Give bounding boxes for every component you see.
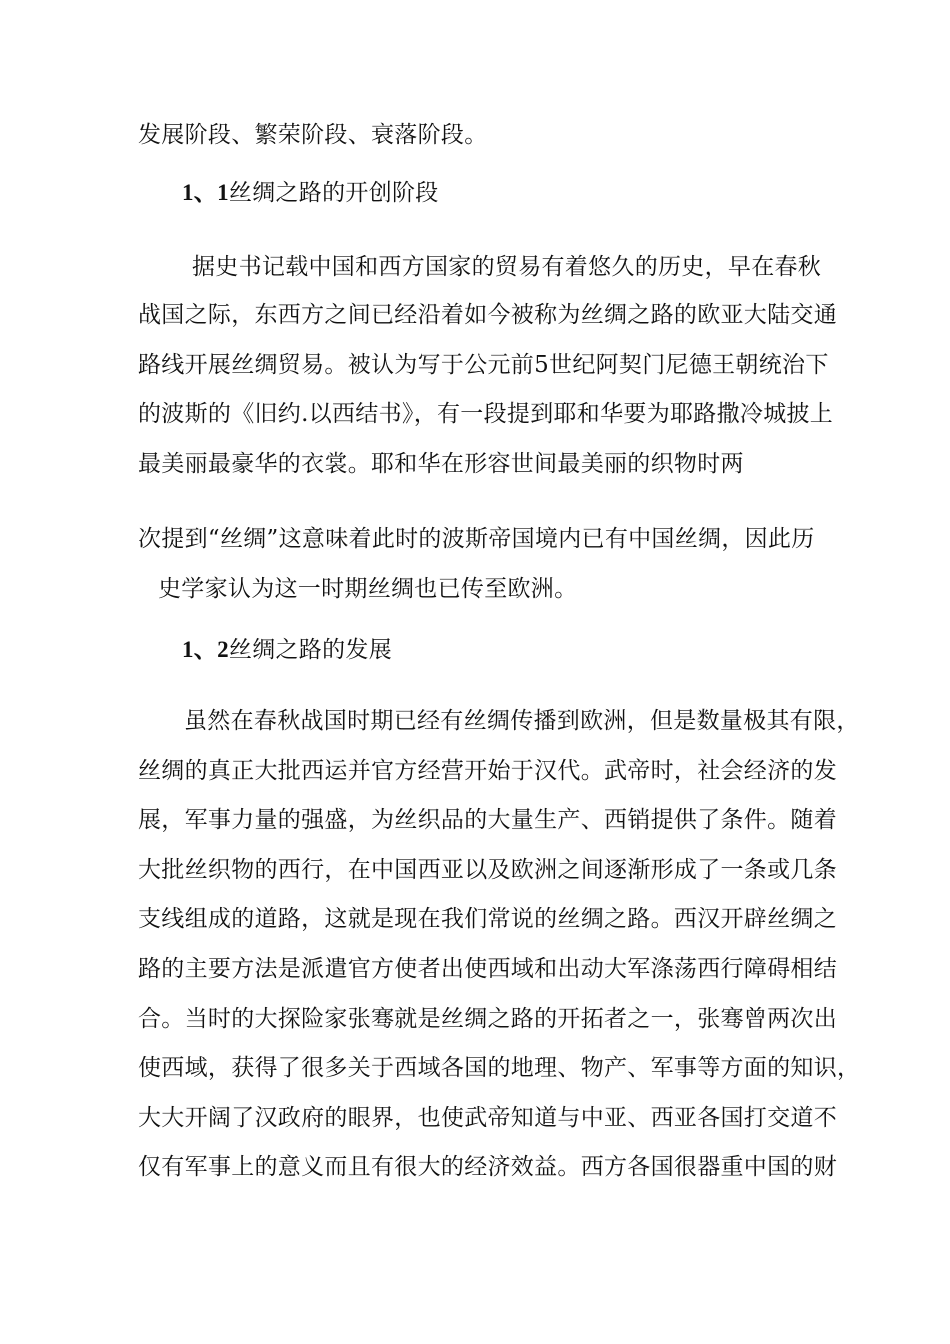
intro-line: 发展阶段、繁荣阶段、衰落阶段。 bbox=[138, 122, 488, 148]
heading-text: 丝绸之路的发展 bbox=[228, 637, 393, 663]
paragraph-line: 的波斯的《旧约.以西结书》，有一段提到耶和华要为耶路撒冷城披上 bbox=[138, 401, 834, 427]
paragraph-line: 路线开展丝绸贸易。被认为写于公元前5世纪阿契门尼德王朝统治下 bbox=[138, 352, 829, 378]
section-heading-1-1 bbox=[182, 178, 439, 208]
paragraph-line: 大大开阔了汉政府的眼界，也使武帝知道与中亚、西亚各国打交道不 bbox=[138, 1105, 837, 1131]
paragraph-line: 大批丝织物的西行，在中国西亚以及欧洲之间逐渐形成了一条或几条 bbox=[138, 857, 837, 883]
paragraph-line: 虽然在春秋战国时期已经有丝绸传播到欧洲，但是数量极其有限， bbox=[184, 708, 860, 734]
paragraph-line: 丝绸的真正大批西运并官方经营开始于汉代。武帝时，社会经济的发 bbox=[138, 758, 837, 784]
paragraph-line: 史学家认为这一时期丝绸也已传至欧洲。 bbox=[158, 576, 578, 602]
paragraph-line: 次提到“丝绸”这意味着此时的波斯帝国境内已有中国丝绸，因此历 bbox=[138, 526, 815, 552]
paragraph-line: 路的主要方法是派遣官方使者出使西域和出动大军涤荡西行障碍相结 bbox=[138, 956, 837, 982]
heading-number: 1、1 bbox=[182, 180, 229, 205]
paragraph-line: 合。当时的大探险家张骞就是丝绸之路的开拓者之一，张骞曾两次出 bbox=[138, 1006, 837, 1032]
paragraph-line: 战国之际，东西方之间已经沿着如今被称为丝绸之路的欧亚大陆交通 bbox=[138, 302, 837, 328]
paragraph-line: 最美丽最豪华的衣裳。耶和华在形容世间最美丽的织物时两 bbox=[138, 451, 744, 477]
heading-text: 丝绸之路的开创阶段 bbox=[228, 180, 439, 206]
paragraph-line: 仅有军事上的意义而且有很大的经济效益。西方各国很器重中国的财 bbox=[138, 1154, 837, 1180]
paragraph-line: 支线组成的道路，这就是现在我们常说的丝绸之路。西汉开辟丝绸之 bbox=[138, 906, 837, 932]
heading-number: 1、2 bbox=[182, 637, 229, 662]
paragraph-line: 据史书记载中国和西方国家的贸易有着悠久的历史，早在春秋 bbox=[192, 254, 822, 280]
paragraph-line: 使西域，获得了很多关于西域各国的地理、物产、军事等方面的知识， bbox=[138, 1055, 861, 1081]
paragraph-line: 展，军事力量的强盛，为丝织品的大量生产、西销提供了条件。随着 bbox=[138, 807, 837, 833]
section-heading-1-2 bbox=[182, 635, 392, 665]
